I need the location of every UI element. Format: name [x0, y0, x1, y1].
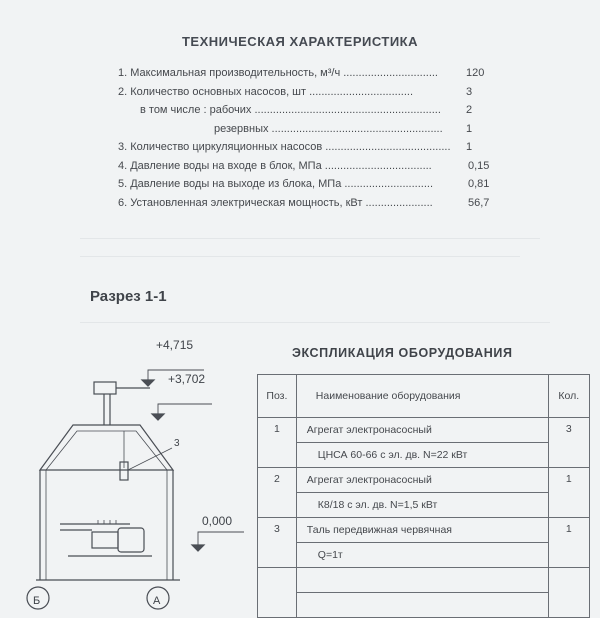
table-row	[258, 468, 590, 493]
spec-value: 0,81	[468, 178, 490, 190]
table-row	[258, 518, 590, 543]
header-pos: Поз.	[258, 375, 297, 418]
cell-pos	[258, 568, 297, 618]
cell-detail: Q=1т	[296, 543, 548, 568]
spec-value: 0,15	[468, 159, 490, 172]
spec-label: 5. Давление воды на выходе из блока, МПа .............................	[118, 178, 434, 190]
cell-pos: 3	[258, 518, 297, 568]
axis-label-b: Б	[33, 595, 41, 607]
elevation-marker-top	[142, 380, 154, 386]
cell-qty	[548, 568, 589, 618]
spec-label: в том числе : рабочих .............................................................	[140, 104, 441, 116]
cell-name	[296, 568, 548, 593]
elevation-label-zero: 0,000	[202, 514, 233, 528]
spec-label: 3. Количество циркуляционных насосов .........................................	[118, 141, 451, 153]
spec-value: 2	[466, 104, 473, 116]
elevation-label-mid: +3,702	[168, 372, 206, 386]
spec-label: 2. Количество основных насосов, шт ..................................	[118, 85, 414, 98]
building-roof	[40, 425, 173, 470]
elevation-leader-mid	[158, 404, 212, 414]
spec-value: 3	[466, 85, 473, 98]
cell-detail	[296, 593, 548, 618]
cell-pos: 1	[258, 418, 297, 468]
spec-value: 1	[466, 122, 473, 135]
equipment-title: ЭКСПЛИКАЦИЯ ОБОРУДОВАНИЯ	[292, 346, 513, 360]
cell-qty: 1	[548, 518, 589, 568]
hoist-callout: 3	[174, 438, 180, 449]
table-row-detail	[258, 543, 590, 568]
table-row	[258, 418, 590, 443]
cell-detail: К8/18 с эл. дв. N=1,5 кВт	[296, 493, 548, 518]
cell-qty: 1	[548, 468, 589, 518]
cell-name: Таль передвижная червячная	[296, 518, 548, 543]
pump-pipe	[60, 524, 130, 530]
spec-label: 1. Максимальная производительность, м³/ч ...............................	[118, 67, 438, 79]
lift-head	[94, 382, 116, 394]
spec-value: 56,7	[468, 196, 490, 209]
spec-value: 120	[466, 67, 485, 79]
table-row-detail	[258, 593, 590, 618]
spec-label: резервных ........................................................	[214, 122, 443, 135]
elevation-leader-zero	[198, 532, 244, 545]
spec-label: 4. Давление воды на входе в блок, МПа ...................................	[118, 159, 432, 172]
spec-label: 6. Установленная электрическая мощность, кВт ......................	[118, 196, 433, 209]
elevation-marker-zero	[192, 545, 204, 551]
pump-body	[92, 532, 118, 548]
spec-title: ТЕХНИЧЕСКАЯ ХАРАКТЕРИСТИКА	[181, 34, 419, 49]
header-qty: Кол.	[548, 375, 589, 418]
axis-label-a: А	[153, 595, 161, 607]
table-header-row	[258, 375, 590, 418]
section-title: Разрез 1-1	[90, 288, 167, 305]
table-row	[258, 568, 590, 593]
elevation-label-top: +4,715	[156, 338, 194, 352]
cell-name: Агрегат электронасосный	[296, 418, 548, 443]
cell-qty: 3	[548, 418, 589, 468]
cell-pos: 2	[258, 468, 297, 518]
pump-motor	[118, 528, 144, 552]
cell-name: Агрегат электронасосный	[296, 468, 548, 493]
table-row-detail	[258, 443, 590, 468]
equipment-table	[257, 374, 590, 618]
cell-detail: ЦНСА 60-66 с эл. дв. N=22 кВт	[296, 443, 548, 468]
spec-value: 1	[466, 141, 473, 153]
elevation-marker-mid	[152, 414, 164, 420]
header-name: Наименование оборудования	[296, 375, 548, 418]
table-row-detail	[258, 493, 590, 518]
